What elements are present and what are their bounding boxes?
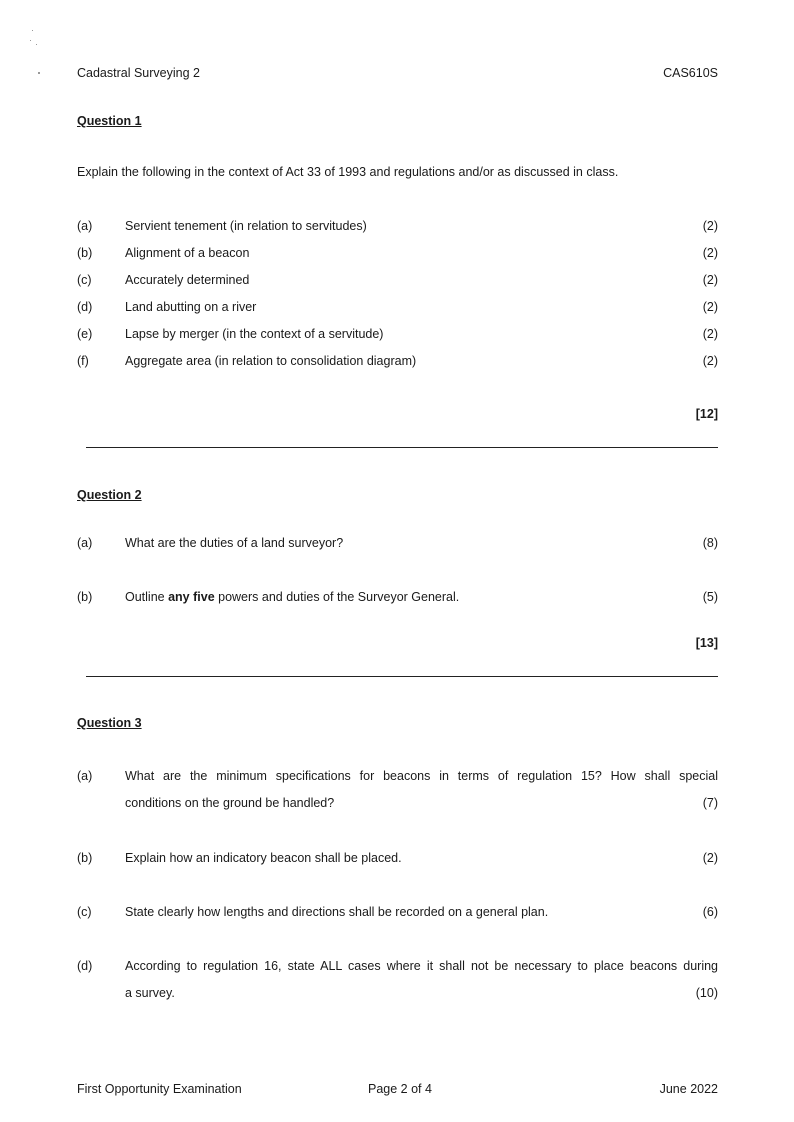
item-label: (a) bbox=[77, 769, 93, 783]
question-1-item bbox=[77, 219, 718, 237]
item-text: Explain how an indicatory beacon shall be placed. bbox=[125, 851, 402, 865]
item-marks: (8) bbox=[702, 536, 718, 550]
scan-speck bbox=[38, 72, 40, 74]
item-label: (b) bbox=[77, 246, 93, 260]
question-1-item bbox=[77, 273, 718, 291]
item-marks: (2) bbox=[702, 851, 718, 865]
course-code: CAS610S bbox=[663, 66, 718, 80]
item-text-part: powers and duties of the Surveyor General. bbox=[214, 590, 460, 604]
question-2-title: Question 2 bbox=[77, 488, 142, 502]
question-3-item bbox=[77, 851, 718, 869]
section-divider bbox=[86, 447, 718, 448]
item-text-part: Outline bbox=[125, 590, 169, 604]
item-text-emphasis: any five bbox=[168, 590, 215, 604]
scan-speck bbox=[30, 40, 31, 41]
footer-date: June 2022 bbox=[659, 1082, 718, 1096]
question-3-item-text bbox=[125, 953, 718, 1007]
question-2-item bbox=[77, 590, 718, 608]
question-1-intro: Explain the following in the context of Act 33 of 1993 and regulations and/or as discussed in class. bbox=[77, 165, 619, 179]
question-3-item-text bbox=[125, 763, 718, 817]
item-label: (d) bbox=[77, 959, 93, 973]
item-label: (b) bbox=[77, 851, 93, 865]
question-1-item bbox=[77, 327, 718, 345]
scan-speck bbox=[36, 44, 37, 45]
item-marks: (5) bbox=[702, 590, 718, 604]
item-marks: (7) bbox=[702, 796, 718, 810]
item-text: Lapse by merger (in the context of a servitude) bbox=[125, 327, 384, 341]
item-text-line: What are the minimum specifications for beacons in terms of regulation 15? How shall special bbox=[125, 769, 718, 783]
item-marks: (2) bbox=[702, 300, 718, 314]
item-label: (d) bbox=[77, 300, 93, 314]
item-text: What are the duties of a land surveyor? bbox=[125, 536, 344, 550]
question-1-title: Question 1 bbox=[77, 114, 142, 128]
item-label: (b) bbox=[77, 590, 93, 604]
scan-speck bbox=[32, 30, 33, 31]
question-2-total: [13] bbox=[695, 636, 718, 650]
item-marks: (10) bbox=[695, 986, 718, 1000]
item-text: Servient tenement (in relation to servitudes) bbox=[125, 219, 367, 233]
question-1-item bbox=[77, 300, 718, 318]
item-text-line: a survey. bbox=[125, 986, 175, 1000]
item-marks: (2) bbox=[702, 219, 718, 233]
item-label: (a) bbox=[77, 219, 93, 233]
item-label: (a) bbox=[77, 536, 93, 550]
item-text-line: conditions on the ground be handled? bbox=[125, 796, 335, 810]
question-1-item bbox=[77, 246, 718, 264]
item-text: Alignment of a beacon bbox=[125, 246, 250, 260]
question-1-item bbox=[77, 354, 718, 372]
item-text: State clearly how lengths and directions shall be recorded on a general plan. bbox=[125, 905, 549, 919]
item-text: Accurately determined bbox=[125, 273, 250, 287]
footer-exam-name: First Opportunity Examination bbox=[77, 1082, 242, 1096]
item-label: (c) bbox=[77, 905, 92, 919]
item-text: Land abutting on a river bbox=[125, 300, 257, 314]
item-marks: (2) bbox=[702, 327, 718, 341]
question-3-title: Question 3 bbox=[77, 716, 142, 730]
question-3-item bbox=[77, 905, 718, 923]
question-1-total: [12] bbox=[695, 407, 718, 421]
item-label: (c) bbox=[77, 273, 92, 287]
item-marks: (2) bbox=[702, 354, 718, 368]
item-marks: (6) bbox=[702, 905, 718, 919]
item-text: Aggregate area (in relation to consolidation diagram) bbox=[125, 354, 417, 368]
section-divider bbox=[86, 676, 718, 677]
item-label: (e) bbox=[77, 327, 93, 341]
item-marks: (2) bbox=[702, 246, 718, 260]
item-text bbox=[125, 590, 459, 604]
footer-page-number: Page 2 of 4 bbox=[368, 1082, 432, 1096]
question-2-item bbox=[77, 536, 718, 554]
course-name: Cadastral Surveying 2 bbox=[77, 66, 200, 80]
item-label: (f) bbox=[77, 354, 89, 368]
item-text-line: According to regulation 16, state ALL cases where it shall not be necessary to place beacons during bbox=[125, 959, 718, 973]
item-marks: (2) bbox=[702, 273, 718, 287]
